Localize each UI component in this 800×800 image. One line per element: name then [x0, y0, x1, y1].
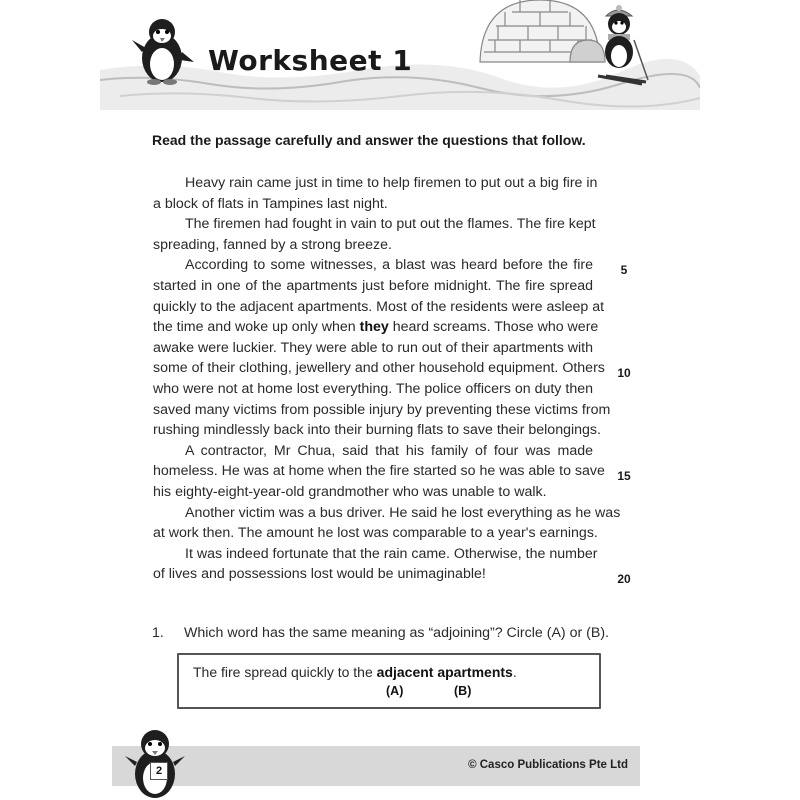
line-number: 10: [617, 366, 631, 380]
passage-line: It was indeed fortunate that the rain came. Otherwise, the number: [185, 545, 598, 562]
option-a[interactable]: (A): [386, 684, 404, 698]
sentence-period: .: [512, 664, 517, 680]
answer-sentence: [193, 664, 517, 680]
passage-line: started in one of the apartments just before midnight. The fire spread: [153, 277, 593, 294]
sentence-text: The fire spread quickly to the: [193, 664, 377, 680]
passage-line: a block of flats in Tampines last night.: [153, 195, 388, 212]
passage-bold-word: they: [359, 319, 389, 336]
passage-text: heard screams. Those who were: [388, 319, 599, 336]
question-1: [152, 625, 609, 641]
passage-line: quickly to the adjacent apartments. Most of the residents were asleep at: [153, 298, 605, 315]
passage-line: saved many victims from possible injury by preventing these victims from: [153, 401, 611, 418]
passage-line: [153, 317, 599, 338]
passage-line: Another victim was a bus driver. He said he lost everything as he was: [185, 504, 621, 521]
line-number: 15: [617, 469, 631, 483]
question-text: Which word has the same meaning as “adjoining”? Circle (A) or (B).: [184, 625, 610, 641]
passage-line: spreading, fanned by a strong breeze.: [153, 236, 392, 253]
line-number: 20: [617, 572, 631, 586]
igloo-icon: [480, 0, 605, 62]
copyright-text: © Casco Publications Pte Ltd: [468, 759, 628, 771]
passage-line: A contractor, Mr Chua, said that his family of four was made: [185, 442, 593, 459]
passage-line: rushing mindlessly back into their burning flats to save their belongings.: [153, 422, 601, 439]
line-number: 5: [620, 263, 628, 277]
passage-line: of lives and possessions lost would be unimaginable!: [153, 566, 486, 583]
passage-text: the time and woke up only when: [153, 319, 360, 336]
passage-line: According to some witnesses, a blast was heard before the fire: [185, 257, 593, 274]
option-b[interactable]: (B): [454, 684, 472, 698]
passage-line: his eighty-eight-year-old grandmother who was unable to walk.: [153, 483, 547, 500]
passage-line: awake were luckier. They were able to run out of their apartments with: [153, 339, 593, 356]
question-number: 1.: [152, 625, 164, 641]
adjacent-apartments-phrase: adjacent apartments: [376, 664, 513, 680]
footer-penguin-icon: [125, 722, 185, 800]
passage-line: who were not at home lost everything. The police officers on duty then: [153, 380, 593, 397]
worksheet-title: Worksheet 1: [208, 44, 413, 77]
passage-line: The firemen had fought in vain to put out the flames. The fire kept: [185, 216, 596, 233]
instruction-text: Read the passage carefully and answer the questions that follow.: [152, 132, 586, 148]
reading-passage: [153, 173, 621, 585]
passage-line: at work then. The amount he lost was comparable to a year's earnings.: [153, 525, 598, 542]
passage-line: homeless. He was at home when the fire started so he was able to save: [153, 463, 605, 480]
footer-band: [112, 746, 640, 786]
answer-box: [177, 653, 601, 709]
passage-line: some of their clothing, jewellery and other household equipment. Others: [153, 360, 605, 377]
page-number: 2: [150, 762, 168, 780]
passage-line: Heavy rain came just in time to help firemen to put out a big fire in: [185, 175, 598, 191]
